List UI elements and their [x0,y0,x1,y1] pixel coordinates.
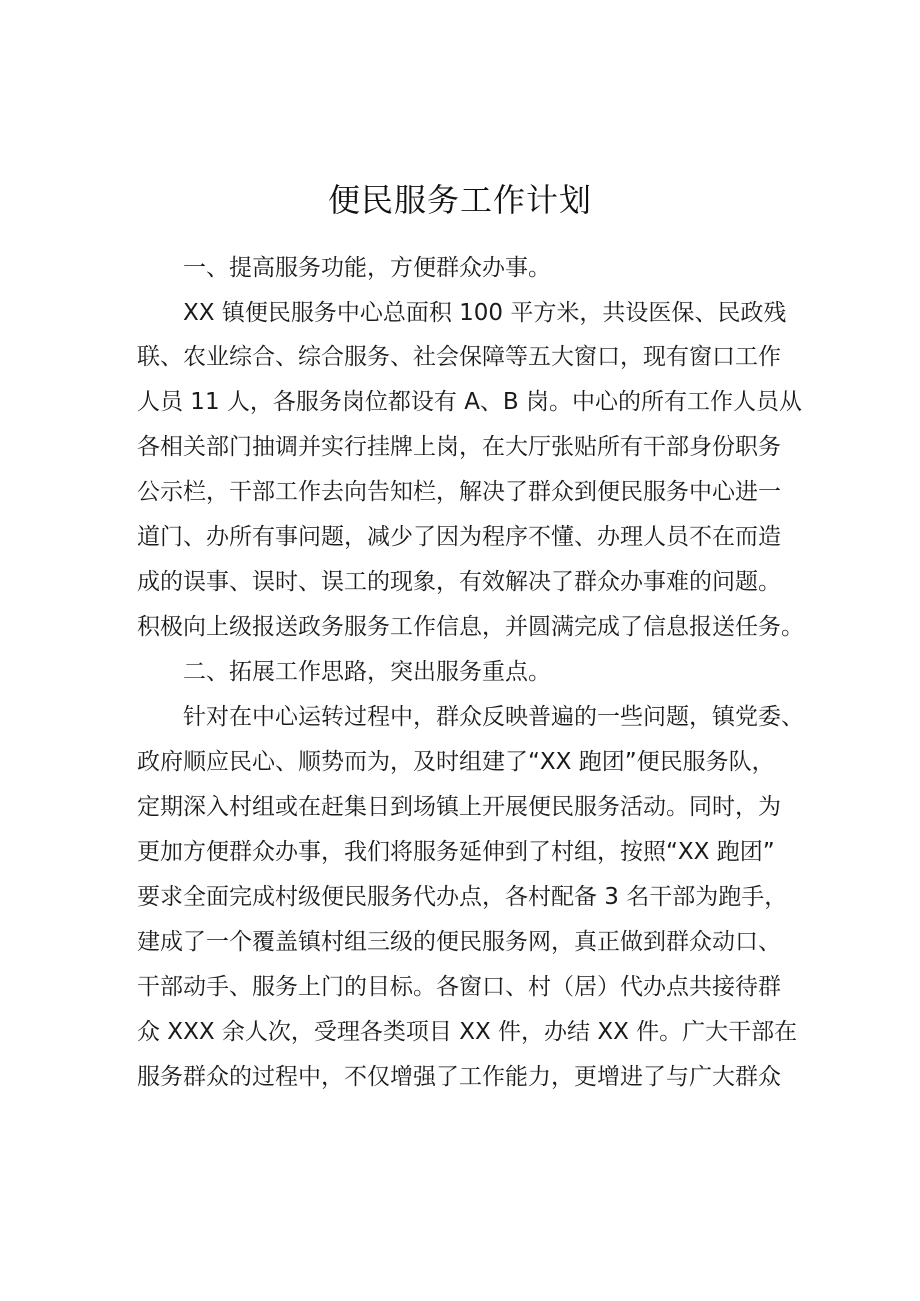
paragraph-line: 联、农业综合、综合服务、社会保障等五大窗口，现有窗口工作 [137,344,781,370]
paragraph-line: 干部动手、服务上门的目标。各窗口、村（居）代办点共接待群 [137,974,781,1000]
paragraph-line: 政府顺应民心、顺势而为，及时组建了“XX 跑团”便民服务队， [137,749,775,775]
paragraph-line: 众 XXX 余人次，受理各类项目 XX 件，办结 XX 件。广大干部在 [137,1019,798,1045]
paragraph-line: 定期深入村组或在赶集日到场镇上开展便民服务活动。同时，为 [137,794,781,820]
paragraph-line: 服务群众的过程中，不仅增强了工作能力，更增进了与广大群众 [137,1064,781,1090]
paragraph-line: 更加方便群众办事，我们将服务延伸到了村组，按照“XX 跑团” [137,839,775,865]
paragraph-line: 道门、办所有事问题，减少了因为程序不懂、办理人员不在而造 [137,524,781,550]
paragraph-line: 公示栏，干部工作去向告知栏，解决了群众到便民服务中心进一 [137,479,781,505]
paragraph-line: XX 镇便民服务中心总面积 100 平方米，共设医保、民政残 [183,300,787,326]
paragraph-line: 积极向上级报送政务服务工作信息，并圆满完成了信息报送任务。 [137,614,804,640]
paragraph-line: 建成了一个覆盖镇村组三级的便民服务网，真正做到群众动口、 [137,929,781,955]
paragraph-line: 针对在中心运转过程中，群众反映普遍的一些问题，镇党委、 [183,704,804,730]
section-heading-1: 一、提高服务功能，方便群众办事。 [183,255,551,281]
document-title: 便民服务工作计划 [327,181,592,219]
paragraph-line: 人员 11 人，各服务岗位都设有 A、B 岗。中心的所有工作人员从 [137,389,803,415]
section-heading-2: 二、拓展工作思路，突出服务重点。 [183,659,551,685]
paragraph-line: 成的误事、误时、误工的现象，有效解决了群众办事难的问题。 [137,569,781,595]
paragraph-line: 各相关部门抽调并实行挂牌上岗，在大厅张贴所有干部身份职务 [137,434,781,460]
paragraph-line: 要求全面完成村级便民服务代办点，各村配备 3 名干部为跑手， [137,884,788,910]
